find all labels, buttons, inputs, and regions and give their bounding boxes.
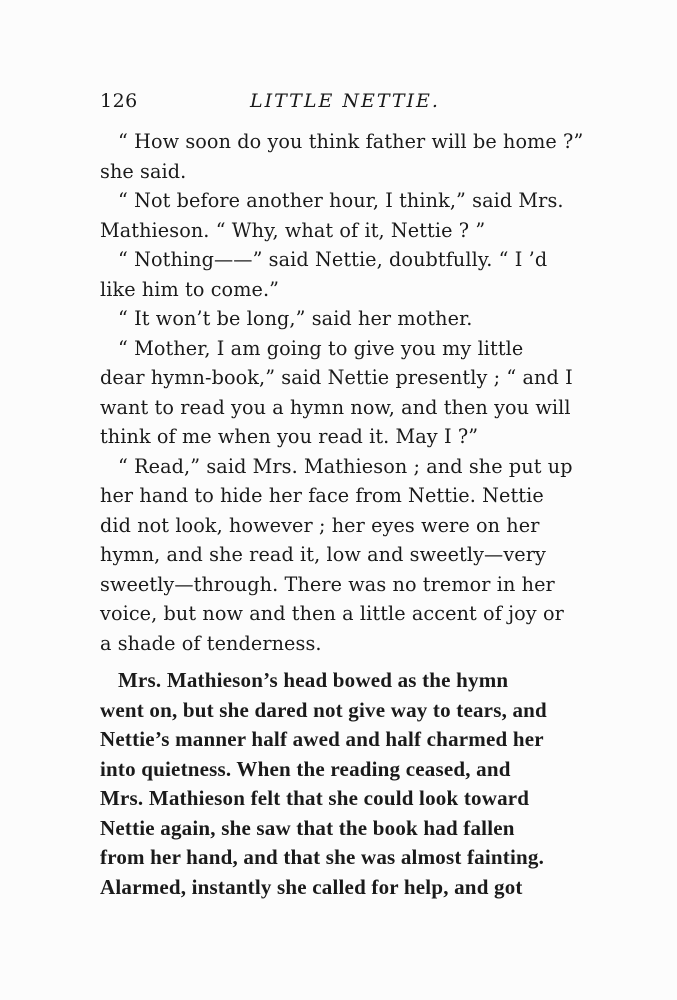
text-line: “ It won’t be long,” said her mother.: [118, 307, 473, 330]
text-line: hymn, and she read it, low and sweetly—very: [100, 543, 546, 566]
text-line: “ Read,” said Mrs. Mathieson ; and she put up: [118, 454, 573, 478]
text-line: did not look, however ; her eyes were on her: [100, 513, 540, 537]
text-line: her hand to hide her face from Nettie. Nettie: [100, 484, 544, 507]
text-line: Mathieson. “ Why, what of it, Nettie ? ”: [100, 218, 486, 242]
text-line: Alarmed, instantly she called for help, and got: [100, 874, 523, 899]
text-line: “ Nothing——” said Nettie, doubtfully. “ I ’d: [118, 248, 548, 271]
text-line: Nettie again, she saw that the book had fallen: [100, 815, 515, 840]
paragraph-gap: [100, 658, 587, 666]
text-line: Nettie’s manner half awed and half charmed her: [100, 727, 544, 751]
text-line: she said.: [100, 159, 187, 183]
body-text: [100, 127, 587, 902]
text-line: sweetly—through. There was no tremor in her: [100, 572, 555, 596]
text-line: want to read you a hymn now, and then you will: [100, 395, 571, 419]
text-line: “ Not before another hour, I think,” said Mrs.: [118, 189, 564, 212]
text-line: think of me when you read it. May I ?”: [100, 425, 479, 448]
text-line: voice, but now and then a little accent of joy or: [100, 602, 564, 625]
text-line: from her hand, and that she was almost fainting.: [100, 845, 545, 869]
text-line: Mrs. Mathieson felt that she could look toward: [100, 786, 530, 810]
text-line: “ Mother, I am going to give you my little: [118, 336, 524, 360]
text-line: dear hymn-book,” said Nettie presently ; “ and I: [100, 366, 573, 389]
text-line: “ How soon do you think father will be home ?”: [118, 130, 584, 153]
text-line: Mrs. Mathieson’s head bowed as the hymn: [118, 668, 509, 692]
text-line: into quietness. When the reading ceased, and: [100, 756, 511, 781]
text-line: went on, but she dared not give way to tears, and: [100, 697, 547, 722]
running-title: LITTLE NETTIE.: [250, 90, 440, 112]
page-header: [100, 88, 590, 114]
page-number: 126: [100, 90, 138, 112]
text-line: like him to come.”: [100, 277, 280, 301]
text-line: a shade of tenderness.: [100, 631, 322, 655]
